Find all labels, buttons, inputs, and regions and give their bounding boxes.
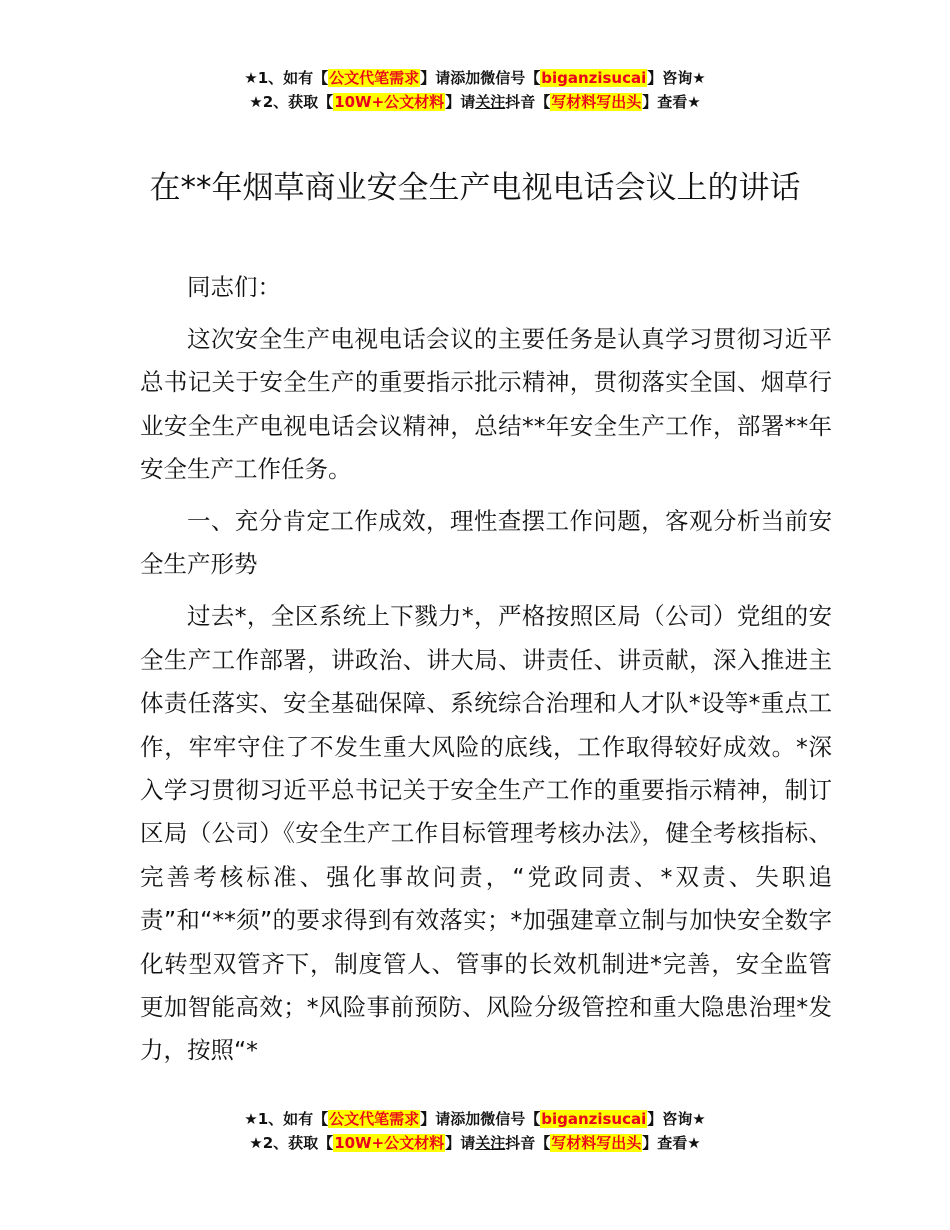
greeting: 同志们： [187, 273, 281, 301]
highlight-wechat-id: biganzisucai [541, 69, 647, 87]
banner-line-1: ★1、如有【公文代笔需求】请添加微信号【biganzisucai】咨询★ [244, 69, 706, 87]
document-body [140, 266, 832, 1081]
underlined-follow: 关注 [475, 1134, 506, 1152]
highlight-ghostwriting: 公文代笔需求 [329, 69, 420, 87]
section-heading-1: 一、充分肯定工作成效，理性查摆工作问题，客观分析当前安全生产形势 [140, 507, 832, 579]
highlight-douyin-account: 写材料写出头 [551, 93, 642, 111]
paragraph-intro: 这次安全生产电视电话会议的主要任务是认真学习贯彻习近平总书记关于安全生产的重要指示批示精神，贯彻落实全国、烟草行业安全生产电视电话会议精神，总结**年安全生产工作，部署**年安全生产工作任务。 [140, 324, 832, 484]
highlight-wechat-id: biganzisucai [541, 1110, 647, 1128]
banner-line-1: ★1、如有【公文代笔需求】请添加微信号【biganzisucai】咨询★ [244, 1110, 706, 1128]
header-banner [0, 66, 950, 114]
underlined-follow: 关注 [475, 93, 506, 111]
paragraph-review: 过去*，全区系统上下戮力*，严格按照区局（公司）党组的安全生产工作部署，讲政治、讲大局、讲责任、讲贡献，深入推进主体责任落实、安全基础保障、系统综合治理和人才队*设等*重点工作，牢牢守住了不发生重大风险的底线，工作取得较好成效。*深入学习贯彻习近平总书记关于安全生产工作的重要指示精神，制订区局（公司）《安全生产工作目标管理考核办法》，健全考核指标、完善考核标准、强化事故问责，“党政同责、*双责、失职追责”和“**须”的要求得到有效落实；*加强建章立制与加快安全数字化转型双管齐下，制度管人、管事的长效机制进*完善，安全监管更加智能高效；*风险事前预防、风险分级管控和重大隐患治理*发力，按照“* [140, 602, 832, 1065]
banner-line-2: ★2、获取【10W+公文材料】请关注抖音【写材料写出头】查看★ [249, 93, 701, 111]
document-title: 在**年烟草商业安全生产电视电话会议上的讲话 [149, 170, 801, 206]
footer-banner [0, 1107, 950, 1155]
banner-line-2: ★2、获取【10W+公文材料】请关注抖音【写材料写出头】查看★ [249, 1134, 701, 1152]
highlight-materials: 10W+公文材料 [334, 93, 445, 111]
highlight-materials: 10W+公文材料 [334, 1134, 445, 1152]
highlight-douyin-account: 写材料写出头 [551, 1134, 642, 1152]
highlight-ghostwriting: 公文代笔需求 [329, 1110, 420, 1128]
